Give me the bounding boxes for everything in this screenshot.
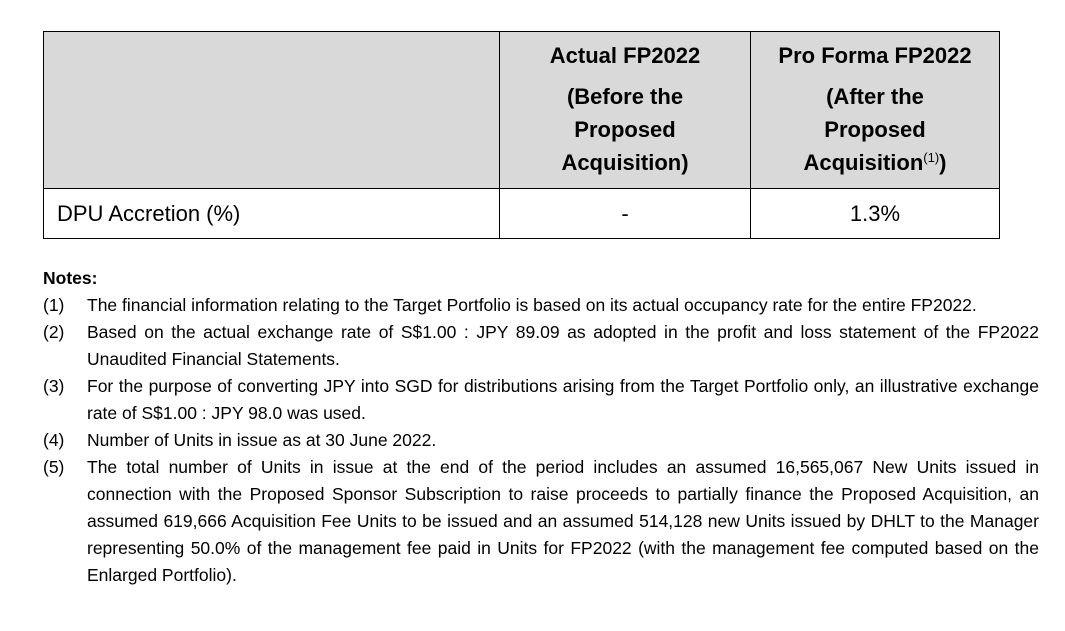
note-number: (5) <box>43 457 65 477</box>
header-proforma-line4: Acquisition <box>803 150 924 175</box>
note-number: (1) <box>43 295 65 315</box>
note-item <box>43 427 1039 454</box>
note-text: Based on the actual exchange rate of S$1.00 : JPY 89.09 as adopted in the profit and loss statement of the FP2022 Unaudited Financial Statements. <box>87 322 1039 369</box>
header-proforma-line3: Proposed <box>824 117 926 142</box>
cell-pro-forma-value: 1.3% <box>751 189 1000 239</box>
row-label-dpu-accretion: DPU Accretion (%) <box>44 189 500 239</box>
note-item <box>43 373 1039 427</box>
header-proforma-line2: (After the <box>826 84 924 109</box>
note-item <box>43 319 1039 373</box>
note-item <box>43 292 1039 319</box>
note-number: (2) <box>43 322 65 342</box>
header-actual-fp2022 <box>500 32 751 189</box>
table-row <box>44 189 1000 239</box>
header-proforma-line4-wrap <box>751 146 999 179</box>
notes-title: Notes: <box>43 268 98 288</box>
header-actual-line2: (Before the <box>566 84 684 109</box>
note-text: For the purpose of converting JPY into SGD for distributions arising from the Target Portfolio only, an illustrative exchange rate of S$1.00 : JPY 98.0 was used. <box>87 376 1039 423</box>
header-proforma-close: ) <box>939 150 947 175</box>
note-text: The total number of Units in issue at the end of the period includes an assumed 16,565,067 New Units issued in connection with the Proposed Sponsor Subscription to raise proceeds to partially finance the Proposed Acquisition, an assumed 619,666 Acquisition Fee Units to be issued and an assumed 514,128 new Units issued by DHLT to the Manager representing 50.0% of the management fee paid in Units for FP2022 (with the management fee computed based on the Enlarged Portfolio). <box>87 457 1039 585</box>
note-number: (4) <box>43 430 65 450</box>
cell-actual-value: - <box>500 189 751 239</box>
note-text: Number of Units in issue as at 30 June 2022. <box>87 430 437 450</box>
header-pro-forma-fp2022 <box>751 32 1000 189</box>
table-header-row <box>44 32 1000 189</box>
dpu-accretion-table <box>43 31 1000 239</box>
header-actual-line4: Acquisition) <box>561 150 689 175</box>
header-actual-line1: Actual FP2022 <box>549 43 701 68</box>
note-text: The financial information relating to the Target Portfolio is based on its actual occupancy rate for the entire FP2022. <box>87 295 977 315</box>
note-number: (3) <box>43 376 65 396</box>
note-item <box>43 454 1039 589</box>
header-empty-cell <box>44 32 500 189</box>
notes-section <box>43 265 1039 589</box>
header-proforma-line1: Pro Forma FP2022 <box>778 43 972 68</box>
header-actual-line3: Proposed <box>574 117 676 142</box>
footnote-ref: (1) <box>923 150 940 165</box>
